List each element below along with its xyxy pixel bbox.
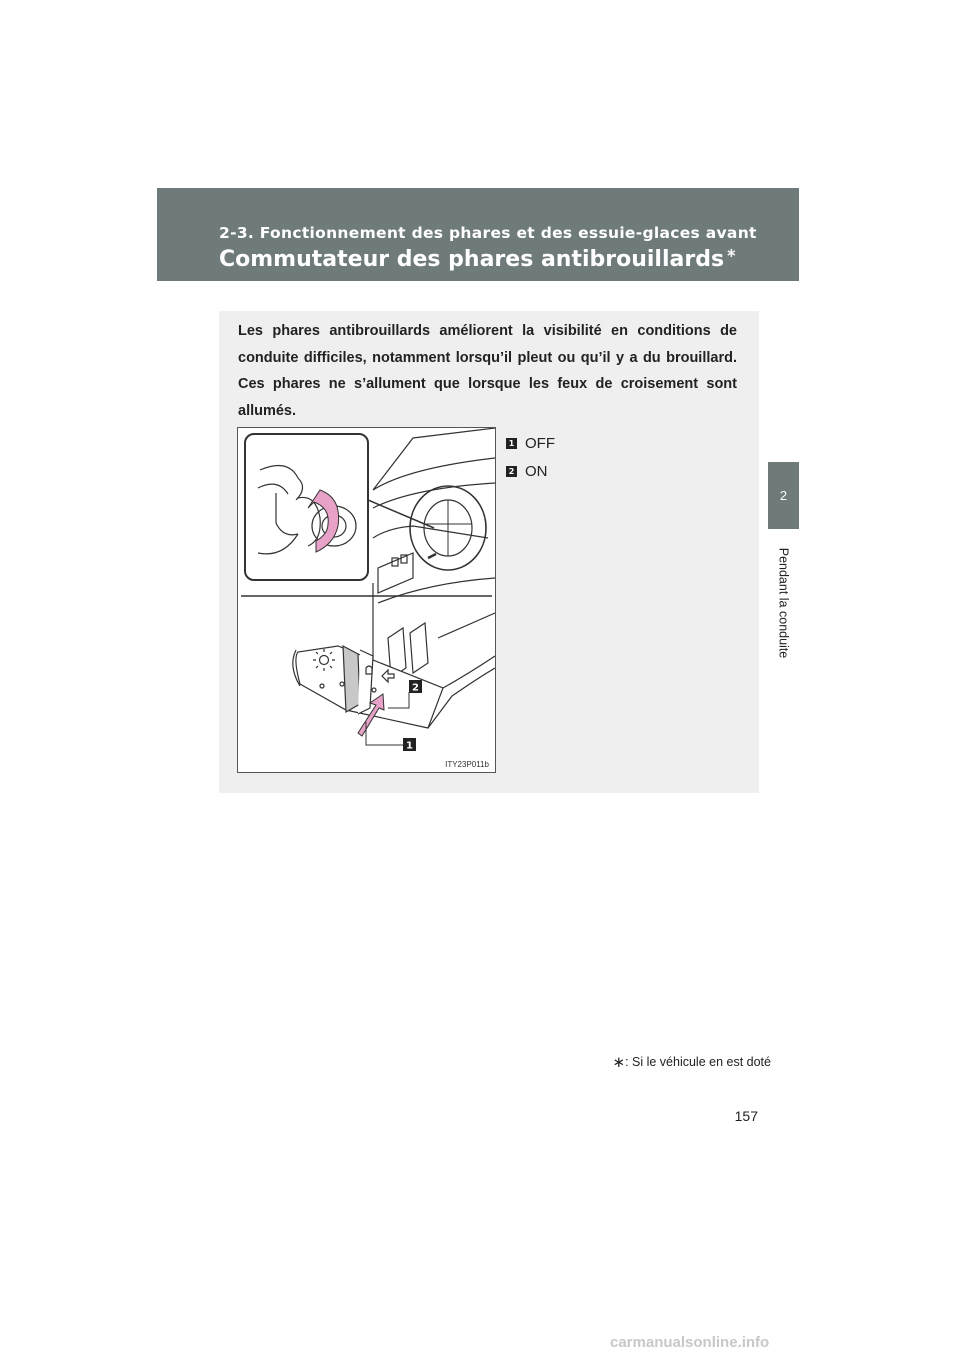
asterisk-icon: ∗ xyxy=(612,1054,626,1071)
legend-item xyxy=(506,457,555,485)
chapter-number: 2 xyxy=(779,488,788,503)
page-title xyxy=(219,246,737,272)
section-header xyxy=(157,188,799,281)
legend-label-off: OFF xyxy=(525,434,555,452)
legend-label-on: ON xyxy=(525,462,548,480)
chapter-tab xyxy=(768,462,799,529)
callout-2-label: 2 xyxy=(412,682,419,694)
page-title-text: Commutateur des phares antibrouillards xyxy=(219,247,725,272)
footnote-text: : Si le véhicule en est doté xyxy=(625,1055,771,1069)
inset-frame xyxy=(245,434,368,580)
watermark: carmanualsonline.info xyxy=(610,1334,770,1351)
legend-item xyxy=(506,429,555,457)
legend-number-2: 2 xyxy=(506,466,517,477)
legend-list xyxy=(506,429,555,485)
page-number: 157 xyxy=(734,1108,758,1124)
figure-code: ITY23P011b xyxy=(445,760,489,769)
chapter-label xyxy=(760,536,806,670)
section-title: 2-3. Fonctionnement des phares et des essuie-glaces avant xyxy=(219,224,757,242)
fog-light-switch-illustration xyxy=(237,427,496,773)
legend-number-1: 1 xyxy=(506,438,517,449)
illustration-svg xyxy=(238,428,495,772)
dashboard-sketch xyxy=(373,428,495,678)
callout-line-1 xyxy=(366,722,403,745)
chapter-label-text: Pendant la conduite xyxy=(776,547,791,659)
lever-sketch xyxy=(293,646,495,728)
content-panel xyxy=(219,311,759,793)
inset-pointer xyxy=(365,453,434,528)
callout-1-label: 1 xyxy=(406,740,413,752)
footnote xyxy=(0,1053,771,1071)
intro-text: Les phares antibrouillards améliorent la visibilité en conditions de conduite difficiles, notamment lorsqu’il pleut ou qu’il y a du brouillard. Ces phares ne s’allument que lorsque les feux de croisement sont allumés. xyxy=(238,323,737,419)
optional-equipment-mark: ∗ xyxy=(726,246,737,261)
